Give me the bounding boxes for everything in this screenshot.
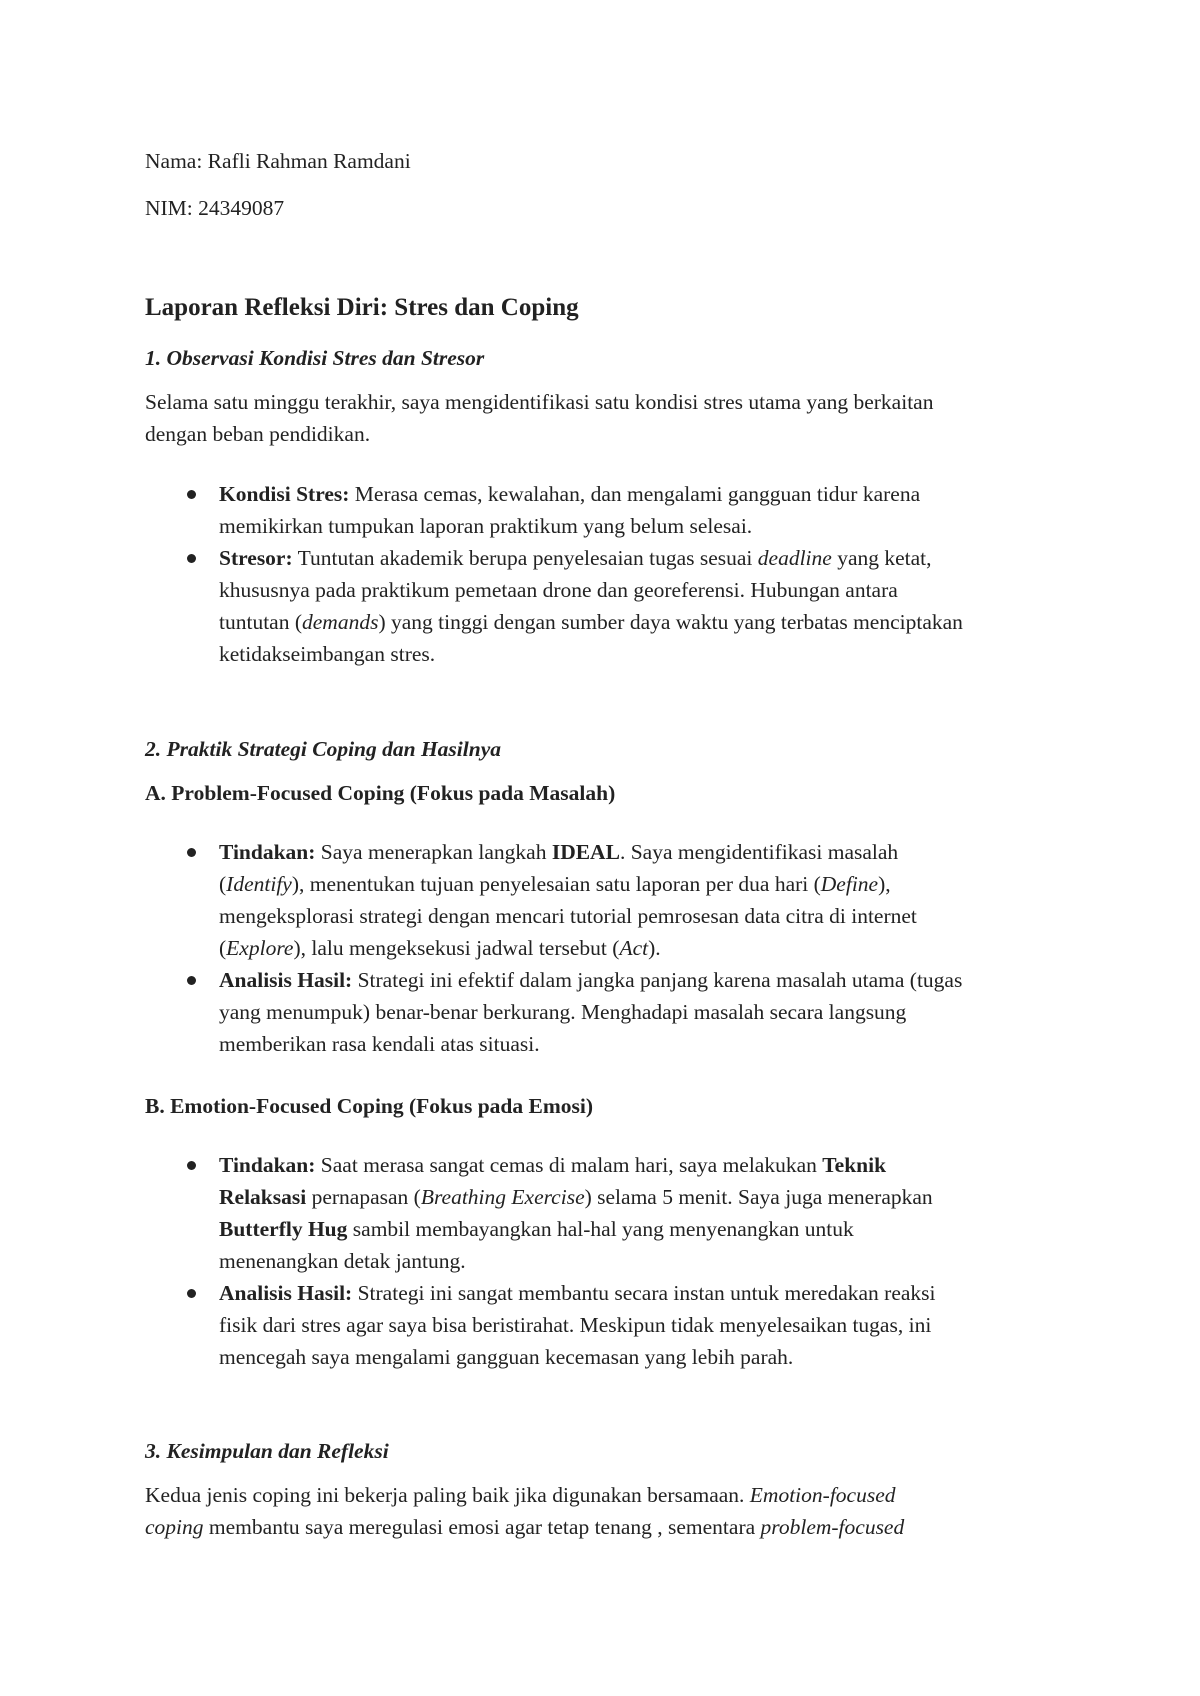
list-item-line: fisik dari stres agar saya bisa beristirahat. Meskipun tidak menyelesaikan tugas, ini xyxy=(219,1313,932,1337)
list-item-line: ketidakseimbangan stres. xyxy=(219,642,436,666)
list-item-line: Stresor: Tuntutan akademik berupa penyelesaian tugas sesuai deadline yang ketat, xyxy=(219,546,932,570)
bullet-dot xyxy=(187,1161,196,1170)
list-item-line: mengeksplorasi strategi dengan mencari tutorial pemrosesan data citra di internet xyxy=(219,904,917,928)
document-title: Laporan Refleksi Diri: Stres dan Coping xyxy=(145,294,579,321)
list-item-line: Analisis Hasil: Strategi ini efektif dalam jangka panjang karena masalah utama (tugas xyxy=(219,968,963,992)
list-item-line: memberikan rasa kendali atas situasi. xyxy=(219,1032,540,1056)
list-item-line: yang menumpuk) benar-benar berkurang. Menghadapi masalah secara langsung xyxy=(219,1000,907,1024)
list-item-line: khususnya pada praktikum pemetaan drone dan georeferensi. Hubungan antara xyxy=(219,578,898,602)
bullet-dot xyxy=(187,490,196,499)
list-item-line: Tindakan: Saya menerapkan langkah IDEAL. Saya mengidentifikasi masalah xyxy=(219,840,899,864)
list-item-line: (Explore), lalu mengeksekusi jadwal tersebut (Act). xyxy=(219,936,661,960)
list-item-line: Kondisi Stres: Merasa cemas, kewalahan, dan mengalami gangguan tidur karena xyxy=(219,482,921,506)
list-item-line: Relaksasi pernapasan (Breathing Exercise) selama 5 menit. Saya juga menerapkan xyxy=(219,1185,933,1209)
section-3-paragraph-line: Kedua jenis coping ini bekerja paling baik jika digunakan bersamaan. Emotion-focused xyxy=(145,1483,896,1507)
subsection-b-heading: B. Emotion-Focused Coping (Fokus pada Emosi) xyxy=(145,1094,593,1118)
bullet-dot xyxy=(187,976,196,985)
section-1-heading: 1. Observasi Kondisi Stres dan Stresor xyxy=(145,346,485,370)
subsection-a-heading: A. Problem-Focused Coping (Fokus pada Masalah) xyxy=(145,781,616,805)
bullet-dot xyxy=(187,554,196,563)
section-1-intro-line: dengan beban pendidikan. xyxy=(145,422,371,446)
bullet-dot xyxy=(187,1289,196,1298)
list-item-line: menenangkan detak jantung. xyxy=(219,1249,466,1273)
list-item-line: Tindakan: Saat merasa sangat cemas di malam hari, saya melakukan Teknik xyxy=(219,1153,887,1177)
list-item-line: (Identify), menentukan tujuan penyelesaian satu laporan per dua hari (Define), xyxy=(219,872,891,896)
list-item-line: Analisis Hasil: Strategi ini sangat membantu secara instan untuk meredakan reaksi xyxy=(219,1281,936,1305)
bullet-dot xyxy=(187,848,196,857)
list-item-line: mencegah saya mengalami gangguan kecemasan yang lebih parah. xyxy=(219,1345,794,1369)
list-item-line: Butterfly Hug sambil membayangkan hal-hal yang menyenangkan untuk xyxy=(219,1217,854,1241)
section-2-heading: 2. Praktik Strategi Coping dan Hasilnya xyxy=(145,737,501,761)
list-item-line: memikirkan tumpukan laporan praktikum yang belum selesai. xyxy=(219,514,753,538)
student-name: Nama: Rafli Rahman Ramdani xyxy=(145,149,411,173)
student-nim: NIM: 24349087 xyxy=(145,196,285,220)
section-3-paragraph-line: coping membantu saya meregulasi emosi agar tetap tenang , sementara problem-focused xyxy=(145,1515,905,1539)
section-3-heading: 3. Kesimpulan dan Refleksi xyxy=(145,1439,389,1463)
list-item-line: tuntutan (demands) yang tinggi dengan sumber daya waktu yang terbatas menciptakan xyxy=(219,610,963,634)
section-1-intro-line: Selama satu minggu terakhir, saya mengidentifikasi satu kondisi stres utama yang berkaitan xyxy=(145,390,934,414)
